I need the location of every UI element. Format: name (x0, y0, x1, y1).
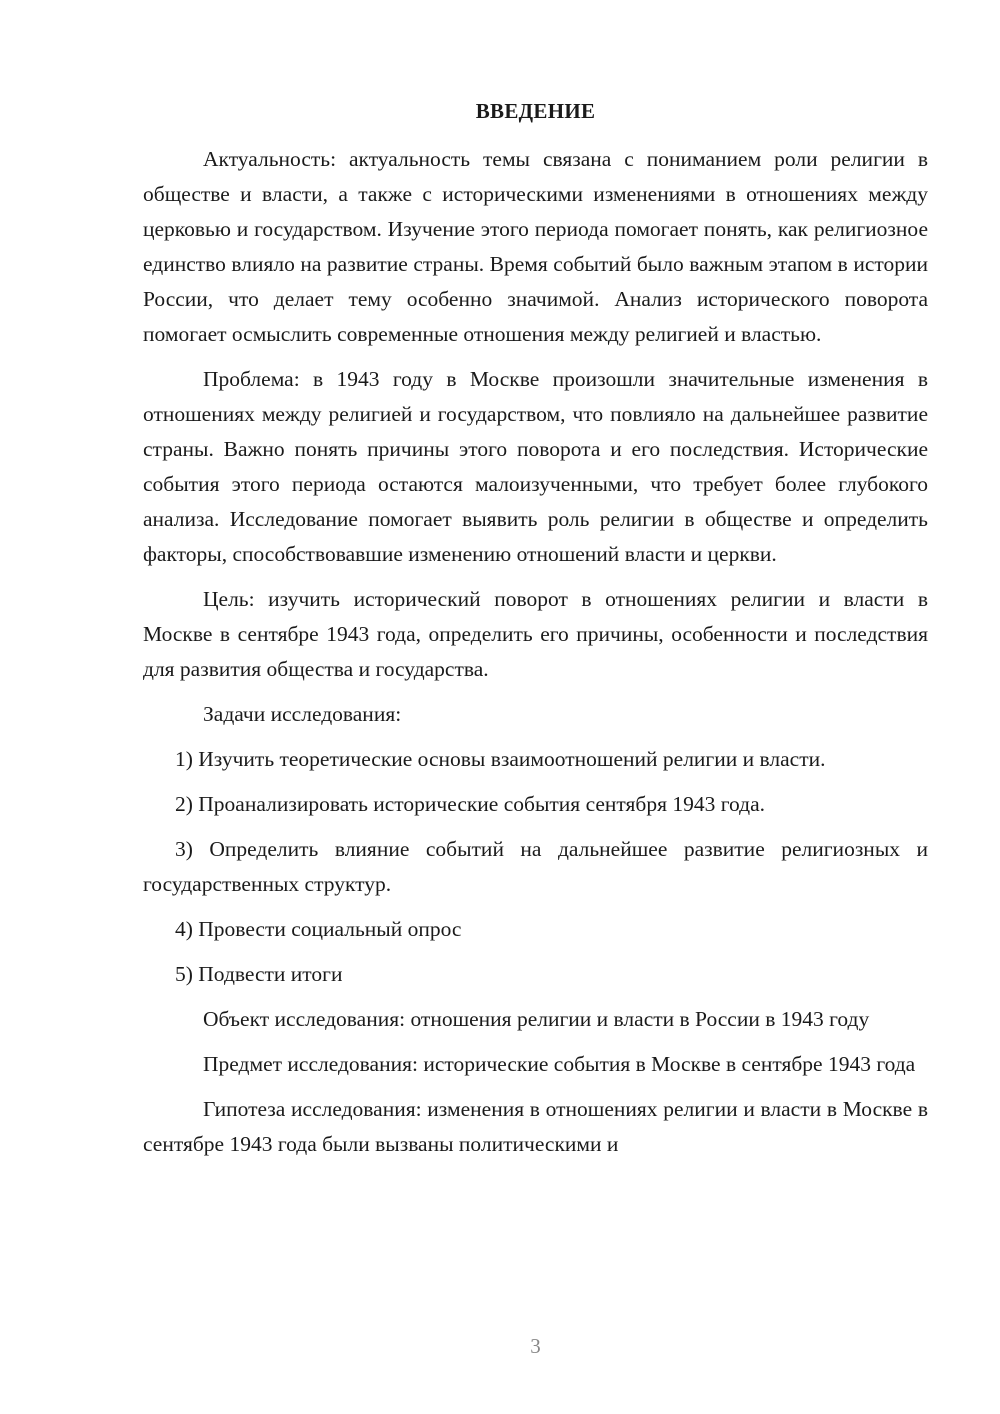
page-number: 3 (530, 1334, 541, 1358)
paragraph-subject: Предмет исследования: исторические события в Москве в сентябре 1943 года (203, 1052, 916, 1076)
paragraph-goal: Цель: изучить исторический поворот в отношениях религии и власти в Москве в сентябре 1943 года, определить его причины, особенности и последствия для развития общества и государства. (143, 587, 928, 681)
document-page (143, 0, 928, 1414)
paragraph-hypothesis: Гипотеза исследования: изменения в отношениях религии и власти в Москве в сентябре 1943 года были вызваны политическими и (143, 1097, 928, 1156)
task-item-3: 3) Определить влияние событий на дальнейшее развитие религиозных и государственных структур. (143, 837, 928, 896)
paragraph-relevance: Актуальность: актуальность темы связана с пониманием роли религии в обществе и власти, а также с историческими изменениями в отношениях между церковью и государством. Изучение этого периода помогает понять, как религиозное единство влияло на развитие страны. Время событий было важным этапом в истории России, что делает тему особенно значимой. Анализ исторического поворота помогает осмыслить современные отношения между религией и властью. (143, 147, 928, 346)
task-item-2: 2) Проанализировать исторические события сентября 1943 года. (175, 792, 766, 816)
document-body (143, 142, 928, 1172)
paragraph-problem: Проблема: в 1943 году в Москве произошли значительные изменения в отношениях между религией и государством, что повлияло на дальнейшее развитие страны. Важно понять причины этого поворота и его последствия. Исторические события этого периода остаются малоизученными, что требует более глубокого анализа. Исследование помогает выявить роль религии в обществе и определить факторы, способствовавшие изменению отношений власти и церкви. (143, 367, 928, 566)
task-item-5: 5) Подвести итоги (175, 962, 343, 986)
task-item-1: 1) Изучить теоретические основы взаимоотношений религии и власти. (175, 747, 826, 771)
task-item-4: 4) Провести социальный опрос (175, 917, 462, 941)
tasks-heading: Задачи исследования: (203, 702, 402, 726)
section-title: ВВЕДЕНИЕ (475, 99, 596, 123)
paragraph-object: Объект исследования: отношения религии и власти в России в 1943 году (203, 1007, 870, 1031)
